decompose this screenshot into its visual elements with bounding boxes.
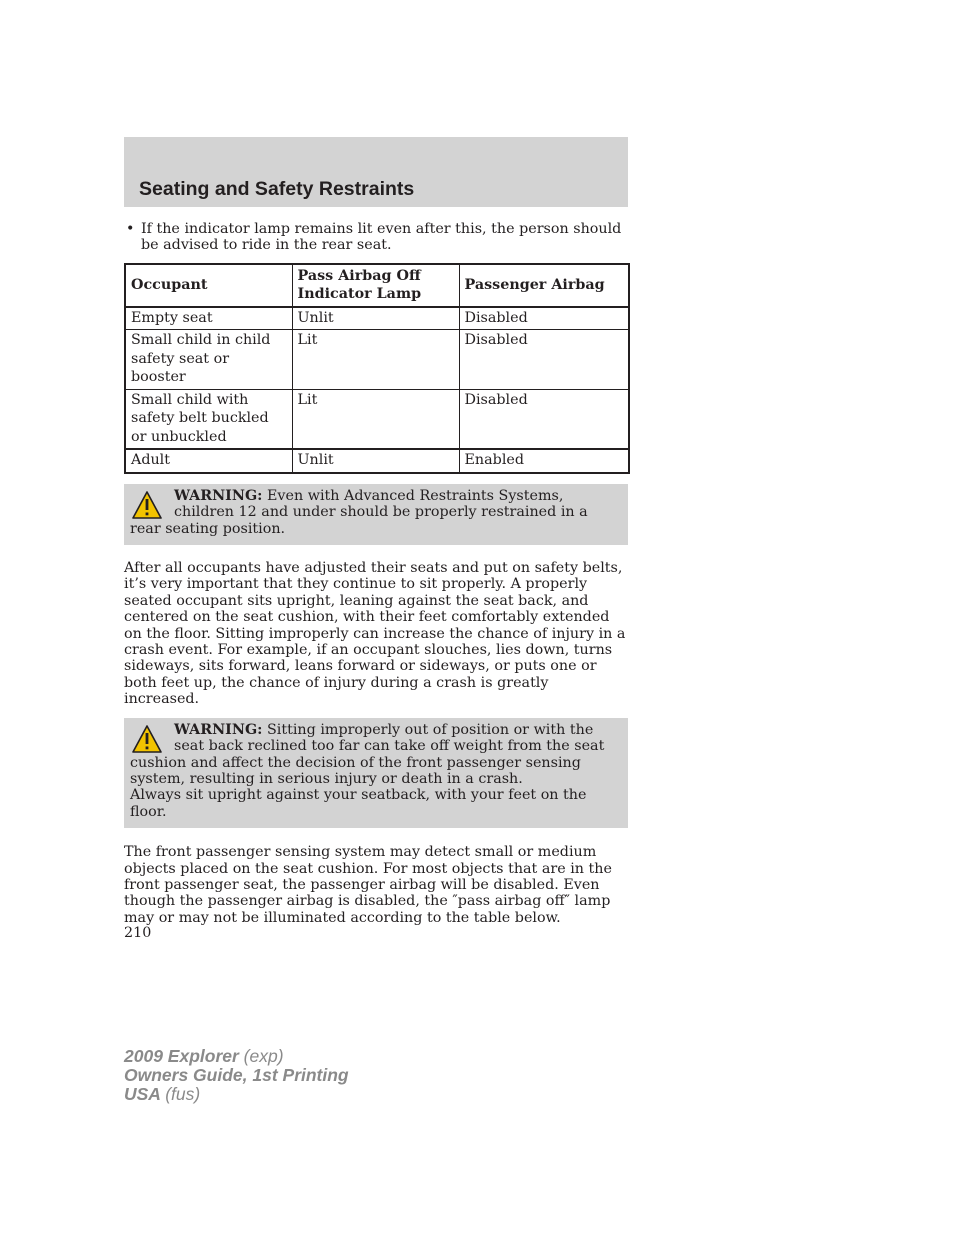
column-header-indicator-lamp: Pass Airbag Off Indicator Lamp — [292, 264, 459, 307]
warning-text — [130, 488, 620, 537]
table-cell: Adult — [125, 449, 292, 473]
footer-line-model: 2009 Explorer (exp) — [124, 1046, 284, 1066]
bullet-marker: • — [126, 221, 135, 237]
body-paragraph-sensing-system: The front passenger sensing system may detect small or medium objects placed on the seat cushion. For most objects that are in the front passenger seat, the passenger airbag will be disabled. Even though the passenger airbag is disabled, the ″pass airbag off″ lamp may or may not be illuminated according to the table below. — [124, 844, 612, 926]
bullet-text: If the indicator lamp remains lit even after this, the person should be advised to ride in the rear seat. — [141, 221, 622, 254]
warning-label: WARNING: — [174, 487, 263, 504]
footer-line-market: USA (fus) — [124, 1084, 201, 1104]
page-content — [124, 221, 628, 926]
warning-text-secondary: Always sit upright against your seatback, with your feet on the floor. — [130, 787, 587, 820]
warning-text — [130, 722, 620, 788]
section-title: Seating and Safety Restraints — [139, 178, 415, 200]
warning-body: Even with Advanced Restraints Systems, children 12 and under should be properly restrained in a rear seating position. — [130, 487, 588, 537]
table-row — [125, 307, 629, 330]
airbag-status-table — [124, 263, 630, 474]
footer-line-guide: Owners Guide, 1st Printing — [124, 1065, 349, 1085]
table-cell: Enabled — [459, 449, 629, 473]
warning-body: Sitting improperly out of position or with the seat back reclined too far can take off weight from the seat cushion and affect the decision of the front passenger sensing system, resulting in serious injury or death in a crash. — [130, 721, 605, 787]
column-header-occupant: Occupant — [125, 264, 292, 307]
section-header-band — [124, 137, 628, 207]
warning-triangle-icon — [131, 724, 163, 754]
table-row — [125, 449, 629, 473]
bullet-item — [124, 221, 628, 254]
table-cell: Disabled — [459, 330, 629, 390]
table-cell: Small child in child safety seat or booster — [125, 330, 292, 390]
table-cell: Empty seat — [125, 307, 292, 330]
table-cell: Unlit — [292, 449, 459, 473]
warning-box-sitting-improperly — [124, 718, 628, 828]
table-header-row — [125, 264, 629, 307]
table-cell: Disabled — [459, 389, 629, 449]
table-cell: Small child with safety belt buckled or unbuckled — [125, 389, 292, 449]
table-cell: Lit — [292, 330, 459, 390]
table-row — [125, 330, 629, 390]
body-paragraph-sitting-properly: After all occupants have adjusted their seats and put on safety belts, it’s very important that they continue to sit properly. A properly seated occupant sits upright, leaning against the seat back, and centered on the seat cushion, with their feet comfortably extended on the floor. Sitting improperly can increase the chance of injury in a crash event. For example, if an occupant slouches, lies down, turns sideways, sits forward, leans forward or sideways, or puts one or both feet up, the chance of injury during a crash is greatly increased. — [124, 560, 626, 708]
warning-triangle-icon — [131, 490, 163, 520]
table-cell: Lit — [292, 389, 459, 449]
table-cell: Unlit — [292, 307, 459, 330]
document-footer — [124, 1047, 349, 1104]
table-cell: Disabled — [459, 307, 629, 330]
column-header-passenger-airbag: Passenger Airbag — [459, 264, 629, 307]
table-row — [125, 389, 629, 449]
page-number: 210 — [124, 925, 152, 941]
warning-label: WARNING: — [174, 721, 263, 738]
warning-box-advanced-restraints — [124, 484, 628, 545]
